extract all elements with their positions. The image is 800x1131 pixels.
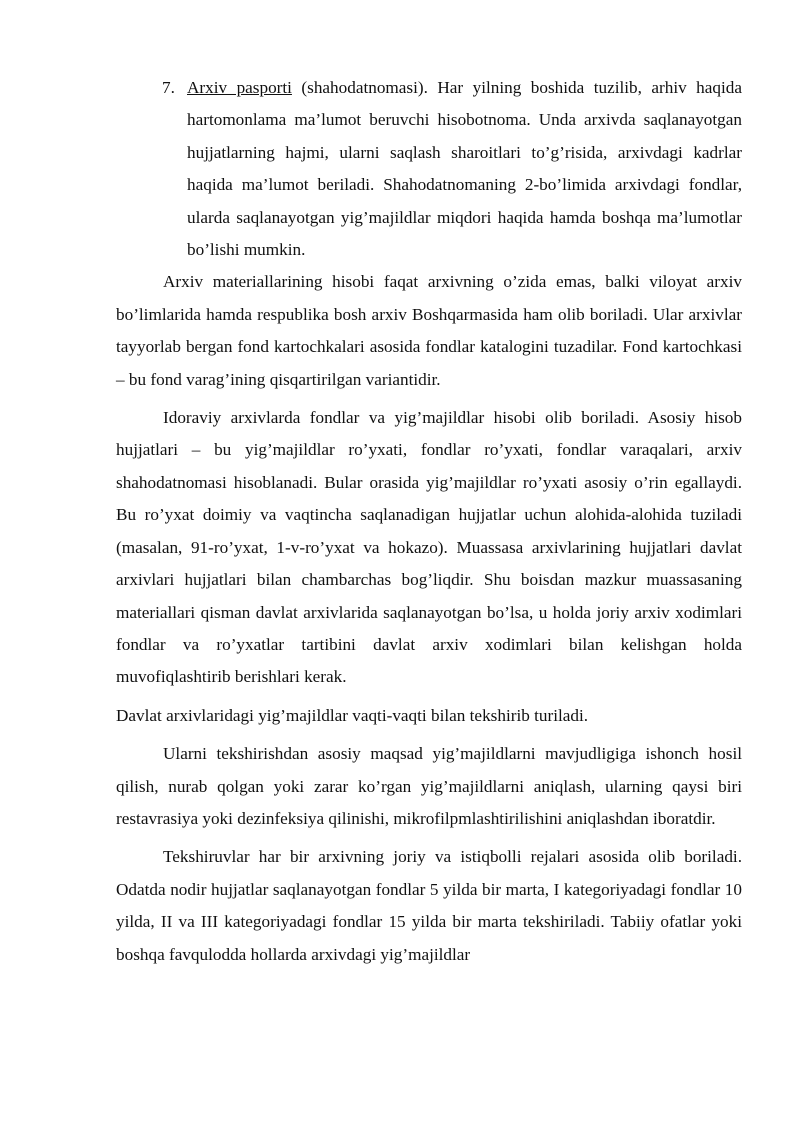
term-arxiv-pasporti: Arxiv pasporti	[187, 78, 292, 97]
paragraph-4: Ularni tekshirishdan asosiy maqsad yig’majildlarni mavjudligiga ishonch hosil qilish, nurab qolgan yoki zarar ko’rgan yig’majildlarni aniqlash, ularning qaysi biri restavrasiya yoki dezinfeksiya qilinishi, mikrofilpmlashtirilishini aniqlashdan iboratdir.	[116, 744, 742, 828]
document-page	[116, 72, 742, 971]
list-item-7	[116, 72, 742, 266]
list-item-text: (shahodatnomasi). Har yilning boshida tuzilib, arhiv haqida hartomonlama ma’lumot beruvchi hisobotnoma. Unda arxivda saqlanayotgan hujjatlarning hajmi, ularni saqlash sharoitlari to’g’risida, arxivdagi kadrlar haqida ma’lumot beriladi. Shahodatnomaning 2-bo’limida arxivdagi fondlar, ularda saqlanayotgan yig’majildlar miqdori haqida hamda boshqa ma’lumotlar bo’lishi mumkin.	[187, 78, 742, 260]
paragraph-1: Arxiv materiallarining hisobi faqat arxivning o’zida emas, balki viloyat arxiv bo’limlarida hamda respublika bosh arxiv Boshqarmasida ham olib boriladi. Ular arxivlar tayyorlab bergan fond kartochkalari asosida fondlar katalogini tuzadilar. Fond kartochkasi – bu fond varag’ining qisqartirilgan variantidir.	[116, 272, 742, 389]
paragraph-5: Tekshiruvlar har bir arxivning joriy va istiqbolli rejalari asosida olib boriladi. Odatda nodir hujjatlar saqlanayotgan fondlar 5 yilda bir marta, I kategoriyadagi fondlar 10 yilda, II va III kategoriyadagi fondlar 15 yilda bir marta tekshiriladi. Tabiiy ofatlar yoki boshqa favqulodda hollarda arxivdagi yig’majildlar	[116, 847, 742, 964]
paragraph-3: Davlat arxivlaridagi yig’majildlar vaqti-vaqti bilan tekshirib turiladi.	[116, 705, 589, 725]
paragraph-2: Idoraviy arxivlarda fondlar va yig’majildlar hisobi olib boriladi. Asosiy hisob hujjatlari – bu yig’majildlar ro’yxati, fondlar ro’yxati, fondlar varaqalari, arxiv shahodatnomasi hisoblanadi. Bular orasida yig’majildlar ro’yxati asosiy o’rin egallaydi. Bu ro’yxat doimiy va vaqtincha saqlanadigan hujjatlar uchun alohida-alohida tuziladi (masalan, 91-ro’yxat, 1-v-ro’yxat va hokazo). Muassasa arxivlarining hujjatlari davlat arxivlari hujjatlari bilan chambarchas bog’liqdir. Shu boisdan mazkur muassasaning materiallari qisman davlat arxivlarida saqlanayotgan bo’lsa, u holda joriy arxiv xodimlari fondlar va ro’yxatlar tartibini davlat arxiv xodimlari bilan kelishgan holda muvofiqlashtirib berishlari kerak.	[116, 408, 742, 687]
list-number: 7.	[162, 78, 175, 97]
